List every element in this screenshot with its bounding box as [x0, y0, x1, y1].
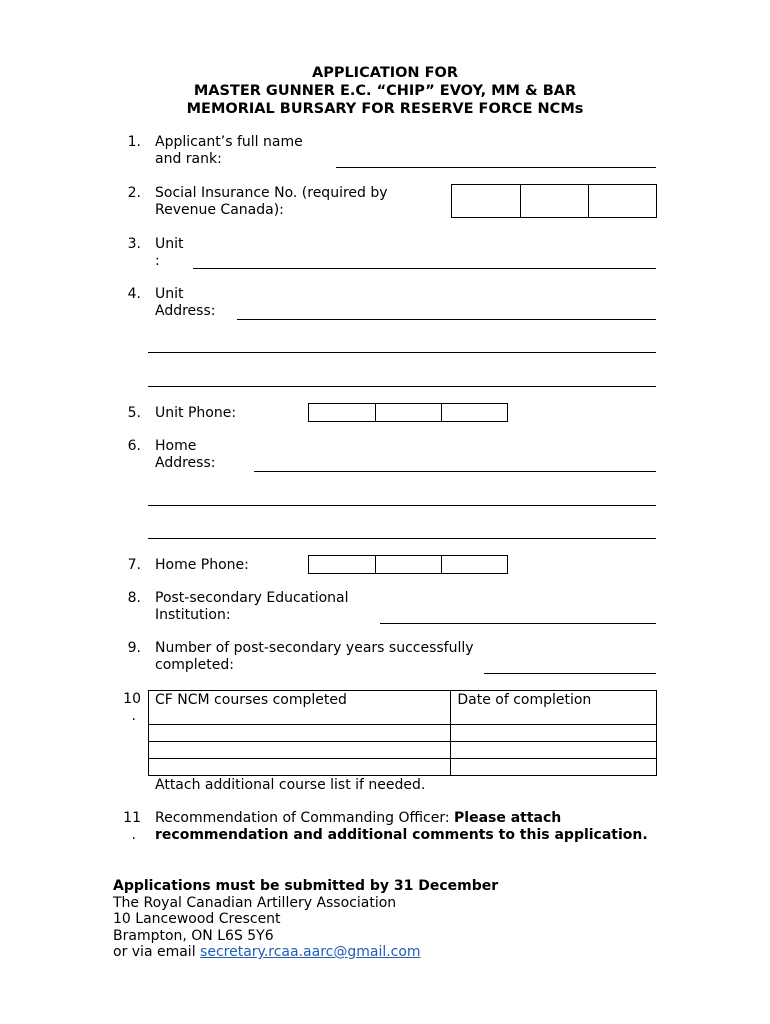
home-phone-label: Home Phone: [155, 557, 249, 573]
courses-header: CF NCM courses completed [155, 692, 347, 708]
sin-field [451, 184, 657, 218]
email-link[interactable]: secretary.rcaa.aarc@gmail.com [200, 944, 421, 960]
table-row [149, 742, 657, 759]
item-number-10: 10 . [123, 691, 141, 724]
full-name-label: Applicant’s full name and rank: [155, 134, 303, 167]
item-number-8: 8. [127, 590, 141, 606]
date-cell[interactable] [451, 742, 657, 759]
sin-box-2[interactable] [521, 185, 589, 217]
unit-phone-box-2[interactable] [376, 404, 442, 421]
org-name: The Royal Canadian Artillery Association [113, 894, 397, 911]
course-cell[interactable] [149, 742, 451, 759]
deadline-text: Applications must be submitted by 31 December [113, 878, 499, 894]
sin-box-3[interactable] [589, 185, 656, 217]
home-address-line-2[interactable] [148, 505, 656, 506]
home-address-label: Home Address: [155, 438, 216, 471]
table-row [149, 759, 657, 776]
city-address: Brampton, ON L6S 5Y6 [113, 927, 274, 944]
years-completed-field[interactable] [484, 673, 656, 674]
item-number-11: 11 . [123, 810, 141, 843]
full-name-field[interactable] [336, 167, 656, 168]
item-number-9: 9. [127, 640, 141, 656]
years-completed-label: Number of post-secondary years successfully completed: [155, 640, 474, 673]
date-header-cell [451, 691, 657, 725]
item-number-4: 4. [127, 286, 141, 302]
unit-label: Unit : [155, 236, 184, 269]
date-cell[interactable] [451, 759, 657, 776]
home-phone-box-3[interactable] [442, 556, 507, 573]
unit-address-line-3[interactable] [148, 386, 656, 387]
attach-note: Attach additional course list if needed. [155, 777, 426, 793]
unit-address-line-2[interactable] [148, 352, 656, 353]
form-title-line-2: MASTER GUNNER E.C. “CHIP” EVOY, MM & BAR [193, 83, 577, 99]
submission-info [113, 878, 498, 961]
institution-label: Post-secondary Educational Institution: [155, 590, 349, 623]
courses-table [148, 690, 657, 776]
home-address-line-1[interactable] [254, 471, 656, 472]
unit-address-label: Unit Address: [155, 286, 216, 319]
unit-phone-box-3[interactable] [442, 404, 507, 421]
form-title-line-1: APPLICATION FOR [311, 65, 459, 81]
recommendation-text: Recommendation of Commanding Officer: Please attach recommendation and additional comments to this application. [155, 810, 648, 843]
street-address: 10 Lancewood Crescent [113, 911, 281, 927]
item-number-5: 5. [127, 405, 141, 421]
sin-label: Social Insurance No. (required by Revenue Canada): [155, 185, 388, 218]
courses-header-cell [149, 691, 451, 725]
course-cell[interactable] [149, 759, 451, 776]
unit-phone-box-1[interactable] [309, 404, 376, 421]
form-title-line-3: MEMORIAL BURSARY FOR RESERVE FORCE NCMs [186, 101, 584, 117]
home-phone-field [308, 555, 508, 574]
home-phone-box-1[interactable] [309, 556, 376, 573]
email-line: or via email secretary.rcaa.aarc@gmail.com [113, 944, 421, 960]
table-row [149, 725, 657, 742]
institution-field[interactable] [380, 623, 656, 624]
date-header: Date of completion [457, 692, 592, 708]
sin-box-1[interactable] [452, 185, 521, 217]
unit-field[interactable] [193, 268, 656, 269]
item-number-3: 3. [127, 236, 141, 252]
unit-address-line-1[interactable] [237, 319, 656, 320]
unit-phone-field [308, 403, 508, 422]
item-number-6: 6. [127, 438, 141, 454]
home-phone-box-2[interactable] [376, 556, 442, 573]
home-address-line-3[interactable] [148, 538, 656, 539]
item-number-2: 2. [127, 185, 141, 201]
date-cell[interactable] [451, 725, 657, 742]
item-number-7: 7. [127, 557, 141, 573]
item-number-1: 1. [127, 134, 141, 150]
unit-phone-label: Unit Phone: [155, 405, 237, 421]
course-cell[interactable] [149, 725, 451, 742]
